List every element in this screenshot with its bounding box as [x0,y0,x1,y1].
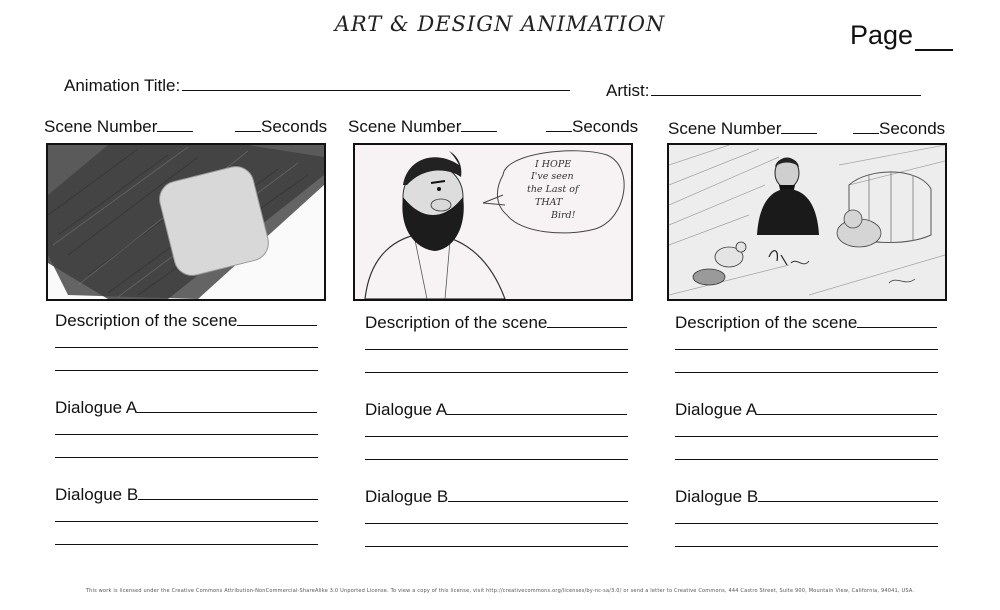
description-line[interactable] [675,349,938,350]
description-label: Description of the scene [55,311,238,330]
dialogue-a-line[interactable] [365,436,628,437]
bearded-man-sketch [355,145,631,299]
seconds-field[interactable] [235,117,327,137]
dialogue-b-blank[interactable] [138,485,318,500]
dialogue-a-line[interactable] [365,459,628,460]
speech-bubble-text: I've seen [531,171,574,182]
dialogue-a-blank[interactable] [137,398,317,413]
description-field[interactable] [675,313,937,333]
speech-bubble-text: the Last of [527,184,579,195]
seconds-blank[interactable] [235,117,261,132]
scene-number-field[interactable] [44,117,193,137]
dialogue-a-line[interactable] [55,434,318,435]
dialogue-b-field[interactable] [55,485,318,505]
storyboard-frame [353,143,633,301]
dialogue-a-line[interactable] [675,459,938,460]
seconds-blank[interactable] [546,117,572,132]
scene-number-label: Scene Number [668,119,782,138]
seconds-label: Seconds [879,119,946,138]
page-number-field[interactable] [850,20,953,51]
dialogue-b-label: Dialogue B [675,487,759,506]
seconds-field[interactable] [853,119,945,139]
artist-label: Artist: [606,81,650,100]
dialogue-b-blank[interactable] [448,487,628,502]
scene-number-blank[interactable] [781,119,817,134]
storyboard-frame [46,143,326,301]
description-field[interactable] [55,311,317,331]
scene-number-blank[interactable] [461,117,497,132]
animation-title-field[interactable] [64,76,570,96]
dialogue-b-blank[interactable] [758,487,938,502]
seconds-label: Seconds [261,117,328,136]
description-line[interactable] [55,370,318,371]
dialogue-b-line[interactable] [55,521,318,522]
scene-number-field[interactable] [348,117,497,137]
seconds-label: Seconds [572,117,639,136]
bandage-sketch [48,145,324,299]
description-line[interactable] [365,349,628,350]
dialogue-a-label: Dialogue A [365,400,448,419]
dialogue-a-field[interactable] [675,400,937,420]
description-label: Description of the scene [675,313,858,332]
scene-number-field[interactable] [668,119,817,139]
dialogue-a-line[interactable] [675,436,938,437]
description-line[interactable] [365,372,628,373]
seconds-blank[interactable] [853,119,879,134]
seconds-field[interactable] [546,117,638,137]
speech-bubble-text: Bird! [551,210,576,221]
animation-title-label: Animation Title: [64,76,181,95]
villain-sketch [669,145,945,299]
description-line[interactable] [55,347,318,348]
animation-title-line[interactable] [182,76,570,91]
description-blank[interactable] [547,313,627,328]
dialogue-b-line[interactable] [675,523,938,524]
dialogue-b-line[interactable] [365,523,628,524]
speech-bubble-text: I HOPE [535,159,572,170]
dialogue-a-field[interactable] [365,400,627,420]
scene-number-label: Scene Number [44,117,158,136]
page-title: ART & DESIGN ANIMATION [334,12,666,36]
dialogue-b-label: Dialogue B [55,485,139,504]
page-label: Page [850,20,914,50]
dialogue-a-label: Dialogue A [675,400,758,419]
scene-number-label: Scene Number [348,117,462,136]
dialogue-b-line[interactable] [365,546,628,547]
description-line[interactable] [675,372,938,373]
scene-number-blank[interactable] [157,117,193,132]
dialogue-a-label: Dialogue A [55,398,138,417]
description-label: Description of the scene [365,313,548,332]
dialogue-b-line[interactable] [675,546,938,547]
page-number-blank[interactable] [915,25,953,51]
speech-bubble-text: THAT [535,197,563,208]
dialogue-a-blank[interactable] [447,400,627,415]
dialogue-b-line[interactable] [55,544,318,545]
artist-field[interactable] [606,81,921,101]
dialogue-a-field[interactable] [55,398,317,418]
artist-line[interactable] [651,81,921,96]
storyboard-frame [667,143,947,301]
dialogue-a-line[interactable] [55,457,318,458]
dialogue-b-field[interactable] [365,487,628,507]
license-footer: This work is licensed under the Creative Commons Attribution-NonCommercial-ShareAlike 3.0 Unported License. To view a copy of this license, visit http://creativecommons.org/licenses/by-nc-sa/3.0/ or send a letter to Creative Commons, 444 Castro Street, Suite 900, Mountain View, California, 94041, USA. [85,588,915,594]
dialogue-b-field[interactable] [675,487,938,507]
description-blank[interactable] [237,311,317,326]
dialogue-a-blank[interactable] [757,400,937,415]
description-blank[interactable] [857,313,937,328]
dialogue-b-label: Dialogue B [365,487,449,506]
description-field[interactable] [365,313,627,333]
